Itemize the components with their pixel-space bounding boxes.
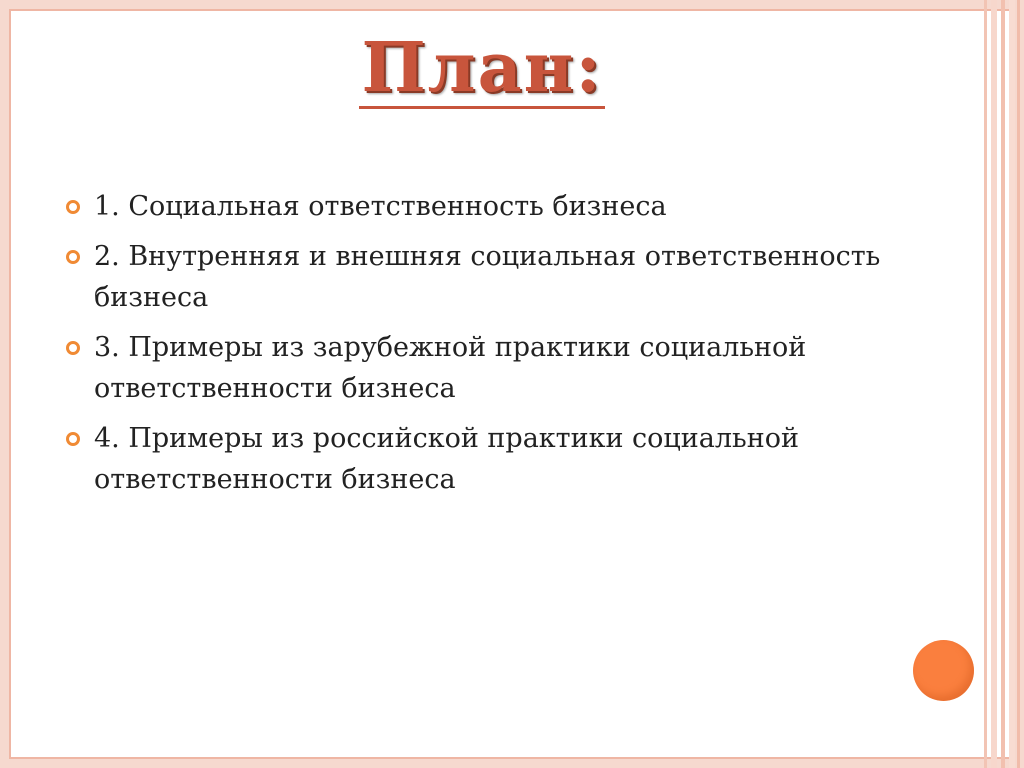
list-item <box>62 236 942 318</box>
list-item <box>62 418 942 500</box>
list-item <box>62 327 942 409</box>
slide-title-text: План: <box>361 28 603 108</box>
plan-list <box>62 186 942 509</box>
ring-bullet-icon <box>66 432 80 446</box>
list-item-text: 3. Примеры из зарубежной практики социальной ответственности бизнеса <box>94 332 807 404</box>
ring-bullet-icon <box>66 341 80 355</box>
ring-bullet-icon <box>66 250 80 264</box>
list-item-text: 4. Примеры из российской практики социальной ответственности бизнеса <box>94 423 799 495</box>
decorative-stripe <box>1009 0 1015 768</box>
ring-bullet-icon <box>66 200 80 214</box>
decorative-stripe <box>1017 0 1020 768</box>
list-item-text: 2. Внутренняя и внешняя социальная ответственность бизнеса <box>94 241 881 313</box>
decorative-stripe <box>991 0 997 768</box>
list-item-text: 1. Социальная ответственность бизнеса <box>94 191 667 222</box>
decorative-stripe <box>984 0 987 768</box>
list-item <box>62 186 942 227</box>
decorative-stripe <box>1001 0 1005 768</box>
orange-circle-icon <box>913 640 974 701</box>
slide-title <box>0 30 964 109</box>
